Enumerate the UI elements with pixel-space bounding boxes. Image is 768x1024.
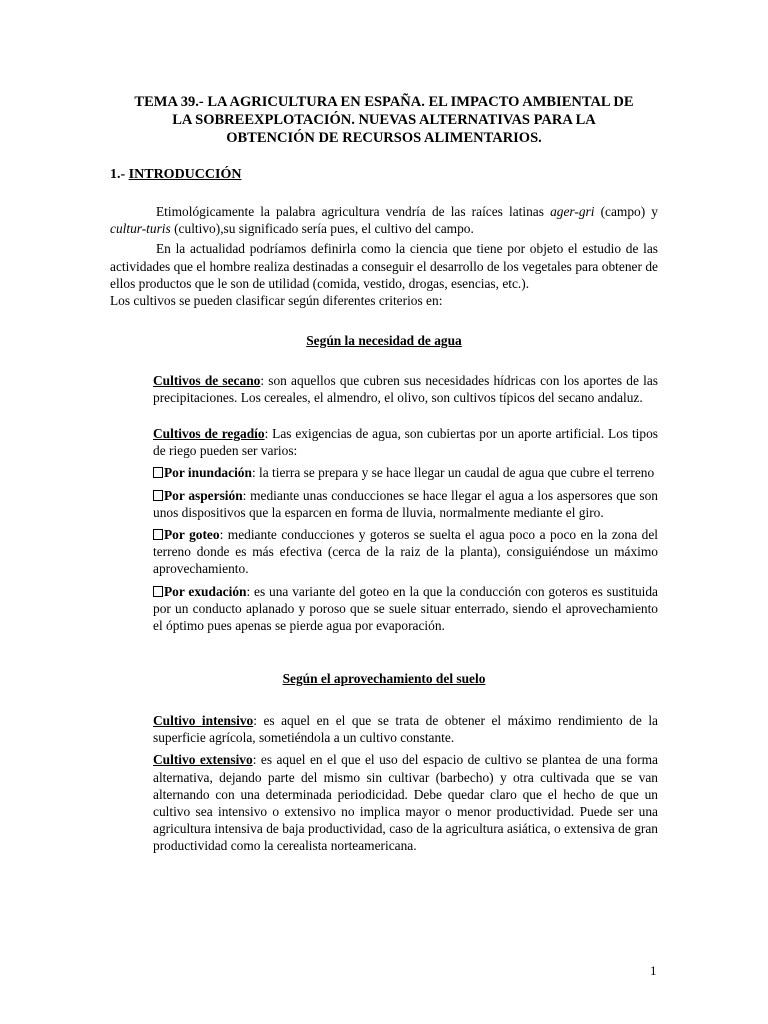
riego-text: : mediante conducciones y goteros se suelta el agua poco a poco en la zona del terreno donde es más efectiva (cerca de la raiz de la planta), consiguiéndose un máximo aprovechamiento. (153, 527, 658, 577)
intensivo-text: : es aquel en el que se trata de obtener el máximo rendimiento de la superficie agrícola, sometiéndola a un cultivo constante. (153, 713, 658, 746)
checkbox-icon (153, 467, 163, 478)
riego-text: : es una variante del goteo en la que la conducción con goteros es sustituida por un conducto aplanado y poroso que se suele situar enterrado, siendo el aprovechamiento el óptimo pues apenas se pierde agua por evaporación. (153, 583, 658, 634)
riego-item (153, 583, 658, 635)
checkbox-icon (153, 490, 163, 501)
section-number: 1.- (110, 167, 129, 182)
intro-paragraph-3: Los cultivos se pueden clasificar según diferentes criterios en: (110, 293, 443, 309)
riego-term: Por goteo (164, 527, 220, 543)
section-heading (110, 166, 241, 184)
riego-text: : la tierra se prepara y se hace llegar un caudal de agua que cubre el terreno (251, 465, 655, 481)
title-line-2: LA SOBREEXPLOTACIÓN. NUEVAS ALTERNATIVAS PARA LA (172, 112, 596, 128)
document-title (100, 93, 668, 147)
intro-text-b: (campo) y (594, 204, 658, 219)
secano-text: : son aquellos que cubren sus necesidades hídricas con los aportes de las precipitaciones. Los cereales, el almendro, el olivo, son cultivos típicos del secano andaluz. (153, 373, 658, 406)
title-line-3: OBTENCIÓN DE RECURSOS ALIMENTARIOS. (226, 130, 542, 146)
extensivo-text: : es aquel en el que el uso del espacio de cultivo se plantea de una forma alternativa, dejando parte del mismo sin cultivar (barbecho) y otra cultivada que se van alternando con una determinada periodicidad. Debe quedar claro que el hecho de que un cultivo sea intensivo o extensivo no implica mayor o menor productividad. Puede ser una agricultura intensiva de baja productividad, caso de la agricultura asiática, o extensiva de gran productividad como la cerealista norteamericana. (153, 752, 658, 854)
latin-term-ager: ager-gri (550, 204, 595, 219)
intensivo-item (153, 712, 658, 746)
regadio-term: Cultivos de regadío (153, 426, 265, 441)
intro-block (110, 203, 658, 309)
riego-item (153, 526, 658, 578)
riego-item (153, 464, 658, 481)
intro-text-c: (cultivo),su significado sería pues, el cultivo del campo. (170, 221, 474, 237)
soil-block (153, 712, 658, 860)
secano-term: Cultivos de secano (153, 373, 261, 388)
riego-list (153, 464, 658, 634)
riego-term: Por inundación (164, 465, 252, 481)
secano-item (153, 372, 658, 406)
regadio-block (153, 425, 658, 639)
checkbox-icon (153, 586, 163, 597)
regadio-text: : Las exigencias de agua, son cubiertas por un aporte artificial. Los tipos de riego pueden ser varios: (153, 426, 658, 459)
intensivo-term: Cultivo intensivo (153, 713, 254, 728)
checkbox-icon (153, 529, 163, 540)
riego-term: Por exudación (164, 583, 247, 599)
riego-text: : mediante unas conducciones se hace llegar el agua a los aspersores que son unos dispositivos que la esparcen en forma de lluvia, normalmente mediante el giro. (153, 487, 658, 520)
riego-item (153, 487, 658, 521)
title-line-1: TEMA 39.- LA AGRICULTURA EN ESPAÑA. EL IMPACTO AMBIENTAL DE (134, 94, 634, 110)
criterion-heading-water: Según la necesidad de agua (306, 333, 462, 348)
extensivo-item (153, 751, 658, 854)
page-number: 1 (650, 963, 657, 978)
intro-text-a: Etimológicamente la palabra agricultura vendría de las raíces latinas (156, 204, 551, 219)
criterion-heading-soil: Según el aprovechamiento del suelo (282, 671, 486, 686)
riego-term: Por aspersión (164, 487, 243, 503)
intro-paragraph-1 (110, 203, 658, 237)
section-title: INTRODUCCIÓN (128, 167, 242, 182)
extensivo-term: Cultivo extensivo (153, 752, 253, 768)
regadio-item (153, 425, 658, 459)
intro-paragraph-2: En la actualidad podríamos definirla como la ciencia que tiene por objeto el estudio de las actividades que el hombre realiza destinadas a conseguir el desarrollo de los vegetales para obtener de ellos productos que le son de utilidad (comida, vestido, drogas, esencias, etc.). (110, 241, 658, 291)
latin-term-cultur: cultur-turis (110, 221, 171, 237)
